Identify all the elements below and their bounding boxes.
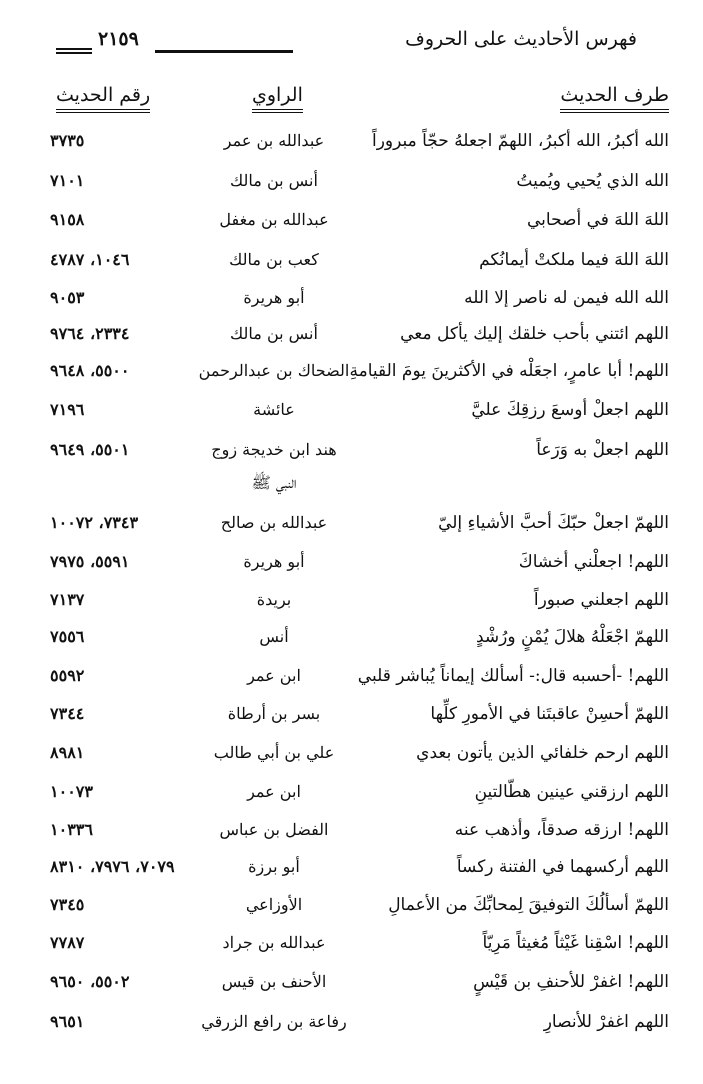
hadith-number: ٥٥٩٢ bbox=[50, 666, 85, 685]
table-row bbox=[0, 1012, 703, 1052]
hadith-number: ٧٣٤٤ bbox=[50, 704, 85, 723]
narrator: عبدالله بن عمر bbox=[223, 131, 325, 150]
table-row bbox=[0, 171, 703, 211]
hadith-number: ٧١٩٦ bbox=[50, 400, 85, 419]
hadith-number: ٣٧٣٥ bbox=[50, 131, 85, 150]
table-row bbox=[0, 704, 703, 744]
header-underline bbox=[56, 109, 150, 110]
table-row bbox=[0, 666, 703, 706]
narrator: الفضل بن عباس bbox=[219, 820, 329, 839]
table-row bbox=[0, 513, 703, 553]
table-row bbox=[0, 933, 703, 973]
table-row bbox=[0, 131, 703, 171]
narrator: أبو برزة bbox=[248, 857, 300, 876]
hadith-number: ٧١٠١ bbox=[50, 171, 85, 190]
hadith-number: ٥٥٠٠، ٩٦٤٨ bbox=[50, 361, 130, 380]
narrator: علي بن أبي طالب bbox=[213, 743, 335, 762]
hadith-text: الله الله فيمن له ناصر إلا الله bbox=[464, 288, 669, 308]
header-underline bbox=[252, 109, 303, 110]
hadith-text: اللهم ارحم خلفائي الذين يأتون بعدي bbox=[416, 743, 669, 763]
header-underline bbox=[252, 112, 303, 113]
hadith-number: ١٠٣٣٦ bbox=[50, 820, 93, 839]
hadith-number: ٧٣٤٣، ١٠٠٧٢ bbox=[50, 513, 139, 532]
hadith-number: ٩١٥٨ bbox=[50, 210, 85, 229]
table-row bbox=[0, 782, 703, 822]
table-row bbox=[0, 288, 703, 328]
hadith-text: اللهمّ أحسِنْ عاقبتَنا في الأمورِ كلِّها bbox=[430, 704, 669, 724]
hadith-number: ٥٥٠١، ٩٦٤٩ bbox=[50, 440, 130, 459]
hadith-number: ٨٩٨١ bbox=[50, 743, 85, 762]
narrator: أبو هريرة bbox=[243, 552, 305, 571]
hadith-text: اللهم أركسهما في الفتنة ركساً bbox=[456, 857, 669, 877]
hadith-text: اللهم! اغفرْ للأحنفِ بن قَيْسٍ bbox=[473, 972, 669, 992]
narrator: ابن عمر bbox=[247, 782, 301, 801]
hadith-number: ١٠٤٦، ٤٧٨٧ bbox=[50, 250, 130, 269]
hadith-text: اللهم! أبا عامرٍ، اجعَلْه في الأكثرينَ يومَ القيامةِ bbox=[349, 361, 669, 381]
hadith-number: ٩٦٥١ bbox=[50, 1012, 85, 1031]
narrator: بريدة bbox=[256, 590, 292, 609]
hadith-text: اللهَ اللهَ فيما ملكتْ أيمانُكم bbox=[479, 250, 669, 270]
narrator: الضحاك بن عبدالرحمن bbox=[198, 361, 350, 380]
hadith-number: ٧٣٤٥ bbox=[50, 895, 85, 914]
narrator: الأوزاعي bbox=[245, 895, 303, 914]
narrator: بسر بن أرطاة bbox=[227, 704, 321, 723]
hadith-text: الله أكبرُ، الله أكبرُ، اللهمّ اجعلهُ حجّاً مبروراً bbox=[371, 131, 669, 151]
hadith-number: ١٠٠٧٣ bbox=[50, 782, 93, 801]
table-row bbox=[0, 820, 703, 860]
page-number-rule-bottom bbox=[56, 52, 92, 54]
header-underline bbox=[560, 109, 669, 110]
table-row bbox=[0, 552, 703, 592]
header-underline bbox=[56, 112, 150, 113]
hadith-number: ٧٠٧٩، ٧٩٧٦، ٨٣١٠ bbox=[50, 857, 175, 876]
table-row bbox=[0, 361, 703, 401]
hadith-text: اللهم! اجعلْني أخشاكَ bbox=[518, 552, 669, 572]
column-header-number: رقم الحديث bbox=[56, 84, 150, 106]
hadith-text: اللهم اغفرْ للأنصارِ bbox=[543, 1012, 669, 1032]
table-row bbox=[0, 210, 703, 250]
table-row bbox=[0, 590, 703, 630]
table-row bbox=[0, 972, 703, 1012]
narrator: أنس bbox=[259, 627, 289, 646]
hadith-text: اللهم اجعلْ أوسعَ رزقِكَ عليَّ bbox=[471, 400, 669, 420]
hadith-number: ٩٠٥٣ bbox=[50, 288, 85, 307]
hadith-text: اللهَ اللهَ في أصحابي bbox=[526, 210, 669, 230]
narrator: عائشة bbox=[253, 400, 295, 419]
table-row bbox=[0, 895, 703, 935]
hadith-number: ٥٥٩١، ٧٩٧٥ bbox=[50, 552, 130, 571]
hadith-number: ٧٥٥٦ bbox=[50, 627, 85, 646]
table-row bbox=[0, 324, 703, 364]
hadith-text: اللهم ارزقني عينين هطّالتينِ bbox=[474, 782, 669, 802]
running-title: فهرس الأحاديث على الحروف bbox=[405, 28, 637, 50]
page-header bbox=[0, 26, 703, 60]
narrator-line: هند ابن خديجة زوج bbox=[211, 440, 337, 459]
header-underline bbox=[560, 112, 669, 113]
narrator: أنس بن مالك bbox=[230, 324, 318, 343]
hadith-text: اللهمّ أسألُكَ التوفيقَ لِمحابِّكَ من الأعمالِ bbox=[388, 895, 669, 915]
table-row bbox=[0, 440, 703, 510]
narrator: أبو هريرة bbox=[243, 288, 305, 307]
hadith-text: اللهم! -أحسبه قال:- أسألك إيماناً يُباشر قلبي bbox=[357, 666, 669, 686]
narrator: أنس بن مالك bbox=[230, 171, 318, 190]
narrator: عبدالله بن جراد bbox=[222, 933, 326, 952]
hadith-text: الله الذي يُحيي ويُميتُ bbox=[516, 171, 669, 191]
hadith-number: ٥٥٠٢، ٩٦٥٠ bbox=[50, 972, 130, 991]
hadith-text: اللهمّ اجعلْ حبّكَ أحبَّ الأشياءِ إليّ bbox=[438, 513, 669, 533]
hadith-number: ٧٧٨٧ bbox=[50, 933, 85, 952]
page-number: ٢١٥٩ bbox=[98, 28, 139, 50]
header-rule bbox=[155, 50, 293, 53]
narrator-line: النبي ﷺ bbox=[251, 473, 297, 492]
narrator: عبدالله بن مغفل bbox=[219, 210, 329, 229]
hadith-number: ٢٣٣٤، ٩٧٦٤ bbox=[50, 324, 130, 343]
hadith-text: اللهم اجعلْ به وَرَعاً bbox=[536, 440, 669, 460]
table-row bbox=[0, 250, 703, 290]
narrator: الأحنف بن قيس bbox=[221, 972, 327, 991]
hadith-text: اللهم! ارزقه صدقاً، وأذهب عنه bbox=[454, 820, 669, 840]
narrator bbox=[190, 440, 358, 496]
column-header-hadith: طرف الحديث bbox=[560, 84, 669, 106]
table-row bbox=[0, 743, 703, 783]
narrator: عبدالله بن صالح bbox=[220, 513, 328, 532]
hadith-text: اللهم! اسْقِنا غَيْثاً مُغيثاً مَرِيّاً bbox=[482, 933, 669, 953]
column-header-narrator: الراوي bbox=[252, 84, 303, 106]
hadith-text: اللهم اجعلني صبوراً bbox=[533, 590, 669, 610]
narrator: رفاعة بن رافع الزرقي bbox=[201, 1012, 347, 1031]
hadith-number: ٧١٣٧ bbox=[50, 590, 85, 609]
table-row bbox=[0, 857, 703, 897]
table-row bbox=[0, 627, 703, 667]
narrator: كعب بن مالك bbox=[229, 250, 319, 269]
table-row bbox=[0, 400, 703, 440]
hadith-text: اللهم ائتني بأحب خلقك إليك يأكل معي bbox=[400, 324, 669, 344]
narrator: ابن عمر bbox=[247, 666, 301, 685]
hadith-text: اللهمّ اجْعَلْهُ هلالَ يُمْنٍ ورُشْدٍ bbox=[475, 627, 669, 647]
page-number-rule-top bbox=[56, 48, 92, 50]
